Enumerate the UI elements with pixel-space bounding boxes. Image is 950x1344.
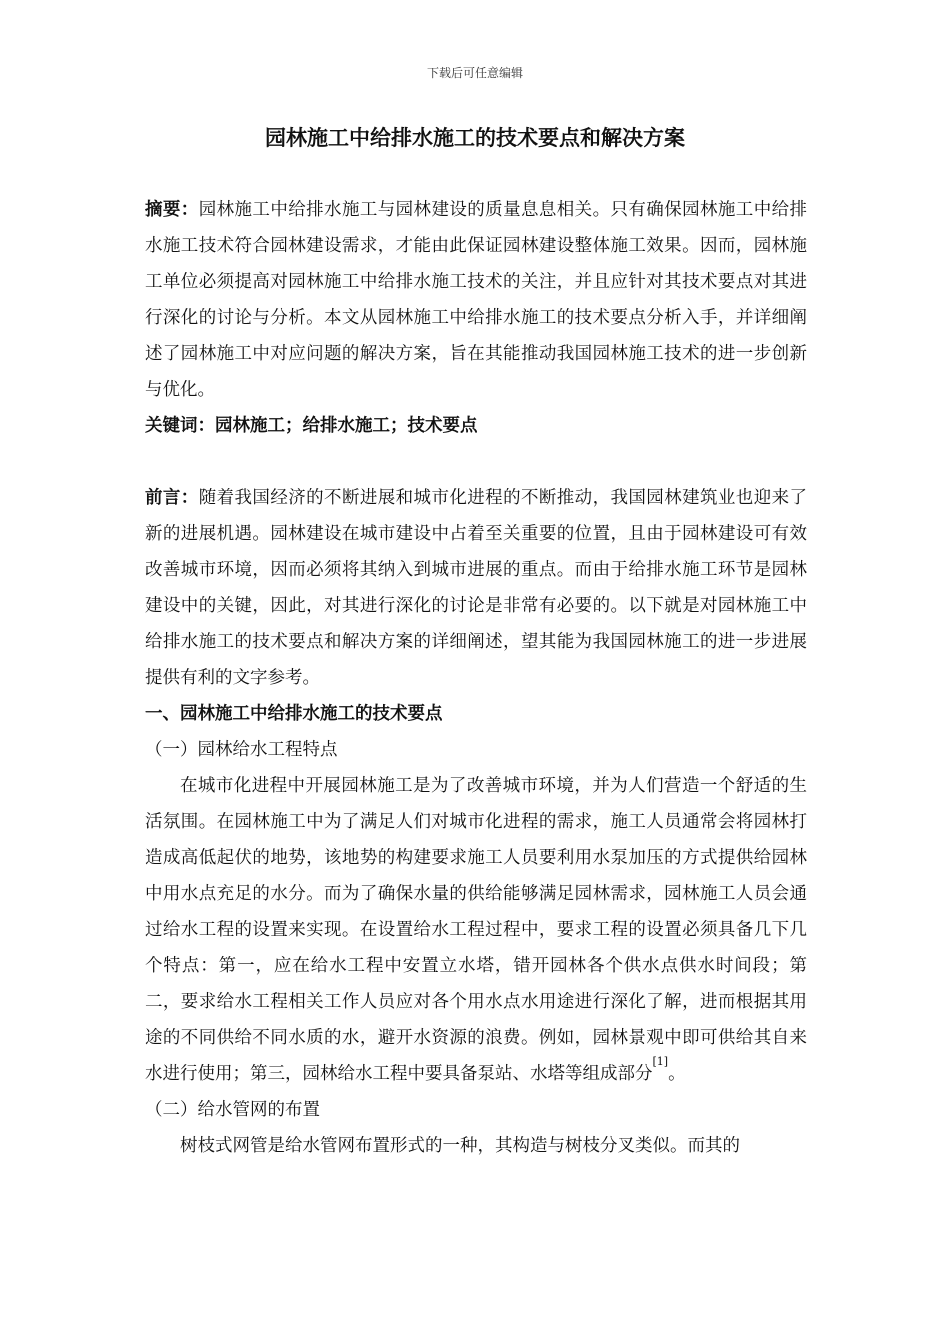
- preface-paragraph: [145, 480, 807, 696]
- header-note: 下载后可任意编辑: [426, 66, 523, 80]
- preface-label: 前言：: [145, 488, 199, 508]
- subsection-1-heading: （一）园林给水工程特点: [145, 740, 338, 760]
- subsection-1-end: 。: [668, 1064, 686, 1084]
- keywords-line: 关键词：园林施工；给排水施工；技术要点: [145, 416, 478, 436]
- spacer: [145, 444, 807, 480]
- section-1-heading: 一、园林施工中给排水施工的技术要点: [145, 704, 443, 724]
- citation-marker: [1]: [652, 1055, 669, 1068]
- subsection-1-text: 在城市化进程中开展园林施工是为了改善城市环境，并为人们营造一个舒适的生活氛围。在园林施工中为了满足人们对城市化进程的需求，施工人员通常会将园林打造成高低起伏的地势，该地势的构建要求施工人员要利用水泵加压的方式提供给园林中用水点充足的水分。而为了确保水量的供给能够满足园林需求，园林施工人员会通过给水工程的设置来实现。在设置给水工程过程中，要求工程的设置必须具备几下几个特点：第一，应在给水工程中安置立水塔，错开园林各个供水点供水时间段；第二，要求给水工程相关工作人员应对各个用水点水用途进行深化了解，进而根据其用途的不同供给不同水质的水，避开水资源的浪费。例如，园林景观中即可供给其自来水进行使用；第三，园林给水工程中要具备泵站、水塔等组成部分: [145, 776, 807, 1084]
- abstract-text: 园林施工中给排水施工与园林建设的质量息息相关。只有确保园林施工中给排水施工技术符合园林建设需求，才能由此保证园林建设整体施工效果。因而，园林施工单位必须提高对园林施工中给排水施工技术的关注，并且应针对其技术要点对其进行深化的讨论与分析。本文从园林施工中给排水施工的技术要点分析入手，并详细阐述了园林施工中对应问题的解决方案，旨在其能推动我国园林施工技术的进一步创新与优化。: [145, 200, 808, 400]
- subsection-2-paragraph: 树枝式网管是给水管网布置形式的一种，其构造与树枝分叉类似。而其的: [180, 1136, 740, 1156]
- abstract-label: 摘要：: [145, 200, 199, 220]
- document-body: [145, 192, 807, 1164]
- subsection-1-paragraph: [145, 768, 807, 1092]
- abstract-paragraph: [145, 192, 807, 408]
- subsection-2-heading: （二）给水管网的布置: [145, 1100, 320, 1120]
- document-title: 园林施工中给排水施工的技术要点和解决方案: [265, 126, 685, 150]
- preface-text: 随着我国经济的不断进展和城市化进程的不断推动，我国园林建筑业也迎来了新的进展机遇。园林建设在城市建设中占着至关重要的位置，且由于园林建设可有效改善城市环境，因而必须将其纳入到城市进展的重点。而由于给排水施工环节是园林建设中的关键，因此，对其进行深化的讨论是非常有必要的。以下就是对园林施工中给排水施工的技术要点和解决方案的详细阐述，望其能为我国园林施工的进一步进展提供有利的文字参考。: [145, 488, 808, 688]
